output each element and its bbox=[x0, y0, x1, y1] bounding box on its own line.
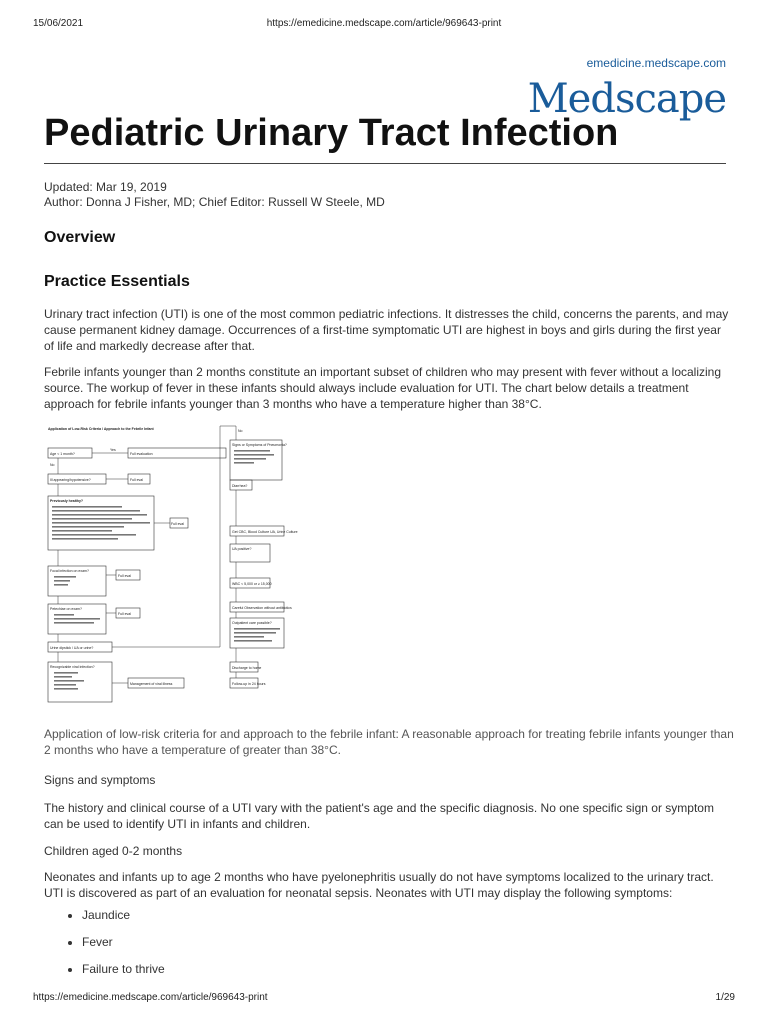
updated-date: Updated: Mar 19, 2019 bbox=[44, 180, 167, 194]
fc-left-outcome-3: Full eval bbox=[118, 574, 132, 578]
fc-right-1: Diarrhea? bbox=[232, 484, 248, 488]
fc-right-3: UA positive? bbox=[232, 547, 252, 551]
paragraph-febrile: Febrile infants younger than 2 months constitute an important subset of children who may present with fever without a localizing source. The workup of fever in these infants should always include evaluation for UTI. The chart below details a treatment approach for febrile infants younger than 3 months who have a temperature higher than 38°C. bbox=[44, 365, 722, 411]
signs-heading: Signs and symptoms bbox=[44, 773, 156, 787]
section-overview: Overview bbox=[44, 229, 116, 246]
age-heading: Children aged 0-2 months bbox=[44, 844, 183, 858]
list-item: • Failure to thrive bbox=[82, 962, 165, 989]
print-date: 15/06/2021 bbox=[33, 18, 84, 29]
print-url: https://emedicine.medscape.com/article/969643-print bbox=[266, 18, 502, 29]
fc-left-5: Urine dipstick / UA or urine? bbox=[50, 646, 94, 650]
medscape-logo: Medscape bbox=[527, 76, 726, 122]
fc-yes-label: Yes bbox=[110, 448, 116, 452]
fc-left-outcome-0: Full evaluation bbox=[130, 452, 153, 456]
paragraph-intro: Urinary tract infection (UTI) is one of the most common pediatric infections. It distresses the child, concerns the parents, and may cause permanent kidney damage. Occurrences of a first-time symptomatic UTI are highest in boys and girls during the first year of life and markedly decrease after that. bbox=[44, 307, 729, 353]
figure-caption: Application of low-risk criteria for and approach to the febrile infant: A reasonable approach for treating febrile infants younger than 2 months who have a temperature of greater than 38°C. bbox=[44, 727, 734, 757]
fc-left-outcome-2: Full eval bbox=[171, 522, 185, 526]
section-practice-essentials: Practice Essentials bbox=[44, 273, 190, 290]
fc-left-2: Previously healthy? bbox=[50, 499, 84, 503]
fc-right-0: Signs or Symptoms of Pneumonia? bbox=[232, 443, 287, 447]
flowchart-title: Application of Low-Risk Criteria / Approach to the Febrile Infant bbox=[48, 427, 154, 431]
fc-right-2: Get CBC, Blood Culture UA, Urine Culture bbox=[232, 530, 298, 534]
fc-right-no-label: No bbox=[238, 429, 243, 433]
paragraph-neonates: Neonates and infants up to age 2 months who have pyelonephritis usually do not have symptoms localized to the urinary tract. UTI is discovered as part of an evaluation for neonatal sepsis. Neonates with UTI may display the following symptoms: bbox=[44, 870, 714, 900]
fc-left-3: Focal infection on exam? bbox=[50, 569, 89, 573]
list-item: • Fever bbox=[82, 935, 165, 962]
title-divider bbox=[44, 163, 726, 164]
fc-right-7: Discharge to home bbox=[232, 666, 262, 670]
symptom-list bbox=[44, 908, 165, 989]
article-meta bbox=[44, 180, 385, 210]
list-item: • Jaundice bbox=[82, 908, 165, 935]
site-link[interactable]: emedicine.medscape.com bbox=[586, 56, 726, 70]
fc-right-5: Careful Observation without antibiotics bbox=[232, 606, 292, 610]
febrile-infant-flowchart[interactable] bbox=[44, 420, 298, 710]
fc-left-1: Ill appearing/hypotensive? bbox=[50, 478, 91, 482]
fc-left-4: Petechiae on exam? bbox=[50, 607, 82, 611]
fc-left-outcome-5: Management of viral illness bbox=[130, 682, 173, 686]
footer-url: https://emedicine.medscape.com/article/969643-print bbox=[33, 992, 268, 1003]
author-line: Author: Donna J Fisher, MD; Chief Editor: Russell W Steele, MD bbox=[44, 195, 385, 209]
fc-left-6: Recognizable viral infection? bbox=[50, 665, 95, 669]
paragraph-history: The history and clinical course of a UTI vary with the patient's age and the specific diagnosis. No one specific sign or symptom can be used to identify UTI in infants and children. bbox=[44, 801, 714, 831]
fc-no-label: No bbox=[50, 463, 55, 467]
fc-right-4: WBC < 5,000 or ≥ 15,000 bbox=[232, 582, 272, 586]
fc-right-8: Follow-up in 24 hours bbox=[232, 682, 266, 686]
fc-left-0: Age < 1 month? bbox=[50, 452, 75, 456]
page-number: 1/29 bbox=[715, 992, 735, 1003]
page-title: Pediatric Urinary Tract Infection bbox=[44, 112, 619, 154]
fc-left-outcome-1: Full eval bbox=[130, 478, 144, 482]
fc-left-outcome-4: Full eval bbox=[118, 612, 132, 616]
fc-right-6: Outpatient care possible? bbox=[232, 621, 272, 625]
